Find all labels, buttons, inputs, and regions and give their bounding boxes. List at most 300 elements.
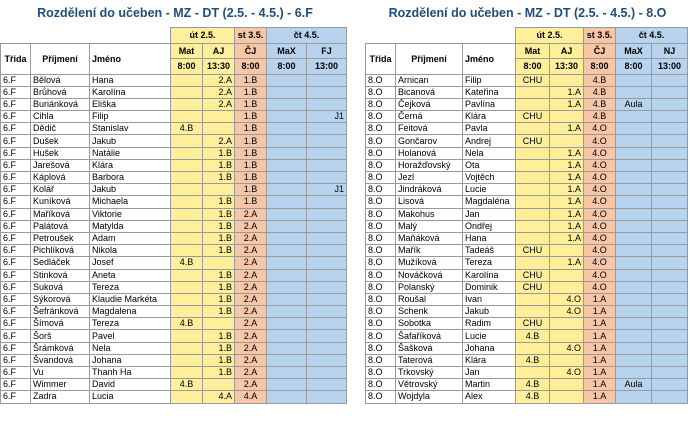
cell-max bbox=[267, 196, 307, 208]
cell-aj bbox=[550, 111, 584, 123]
cell-cj: 4.O bbox=[584, 232, 616, 244]
cell-trida: 6.F bbox=[1, 135, 31, 147]
cell-prijmeni: Arnican bbox=[396, 74, 463, 86]
cell-trida: 8.O bbox=[366, 354, 396, 366]
cell-prijmeni: Brůhová bbox=[31, 86, 90, 98]
cell-mat: 4.B bbox=[171, 318, 203, 330]
cell-mat: CHU bbox=[516, 269, 550, 281]
cell-jmeno: Vojtěch bbox=[463, 172, 516, 184]
day-header-thu: čt 4.5. bbox=[267, 28, 347, 44]
table-row bbox=[366, 318, 688, 330]
cell-jmeno: Filip bbox=[90, 111, 171, 123]
cell-jmeno: Eliška bbox=[90, 98, 171, 110]
cell-lang bbox=[652, 196, 688, 208]
cell-jmeno: Nela bbox=[90, 342, 171, 354]
cell-jmeno: Hana bbox=[90, 74, 171, 86]
cell-cj: 1.B bbox=[235, 135, 267, 147]
cell-trida: 8.O bbox=[366, 220, 396, 232]
table-row bbox=[1, 123, 347, 135]
cell-lang bbox=[307, 367, 347, 379]
cell-cj: 1.B bbox=[235, 184, 267, 196]
table-row bbox=[1, 269, 347, 281]
cell-lang bbox=[652, 147, 688, 159]
cell-prijmeni: Zadra bbox=[31, 391, 90, 403]
cell-jmeno: Johana bbox=[463, 342, 516, 354]
cell-aj bbox=[550, 354, 584, 366]
table-row bbox=[1, 220, 347, 232]
cell-jmeno: Johana bbox=[90, 354, 171, 366]
cell-lang bbox=[307, 208, 347, 220]
cell-jmeno: Martin bbox=[463, 379, 516, 391]
cell-cj: 1.B bbox=[235, 111, 267, 123]
cell-max bbox=[616, 257, 652, 269]
table-row bbox=[1, 232, 347, 244]
cell-max bbox=[267, 98, 307, 110]
cell-prijmeni: Trkovský bbox=[396, 367, 463, 379]
cell-max bbox=[267, 281, 307, 293]
cell-prijmeni: Sobotka bbox=[396, 318, 463, 330]
cell-cj: 4.O bbox=[584, 269, 616, 281]
cell-mat bbox=[516, 172, 550, 184]
cell-max bbox=[616, 86, 652, 98]
cell-mat: CHU bbox=[516, 135, 550, 147]
cell-max bbox=[267, 391, 307, 403]
cell-aj: 1.A bbox=[550, 196, 584, 208]
cell-jmeno: Pavel bbox=[90, 330, 171, 342]
cell-prijmeni: Dušek bbox=[31, 135, 90, 147]
cell-cj: 1.A bbox=[584, 342, 616, 354]
cell-aj bbox=[550, 135, 584, 147]
cell-cj: 4.O bbox=[584, 208, 616, 220]
cell-trida: 8.O bbox=[366, 74, 396, 86]
cell-trida: 6.F bbox=[1, 269, 31, 281]
cell-mat: 4.B bbox=[171, 257, 203, 269]
cell-trida: 6.F bbox=[1, 74, 31, 86]
cell-prijmeni: Čejková bbox=[396, 98, 463, 110]
cell-aj bbox=[550, 281, 584, 293]
cell-cj: 2.A bbox=[235, 330, 267, 342]
cell-jmeno: Nikola bbox=[90, 245, 171, 257]
table-row bbox=[366, 184, 688, 196]
cell-trida: 6.F bbox=[1, 196, 31, 208]
cell-aj: 1.B bbox=[203, 245, 235, 257]
left-table-body bbox=[1, 74, 347, 403]
cell-mat: 4.B bbox=[171, 379, 203, 391]
table-row bbox=[1, 379, 347, 391]
cell-aj bbox=[203, 123, 235, 135]
col-header-time-1: 8:00 bbox=[516, 59, 550, 75]
table-row bbox=[366, 342, 688, 354]
cell-trida: 8.O bbox=[366, 184, 396, 196]
cell-lang bbox=[652, 184, 688, 196]
cell-mat: CHU bbox=[516, 245, 550, 257]
cell-cj: 2.A bbox=[235, 220, 267, 232]
cell-max bbox=[616, 220, 652, 232]
cell-trida: 6.F bbox=[1, 306, 31, 318]
col-header-time-5: 13:00 bbox=[307, 59, 347, 75]
cell-max bbox=[267, 257, 307, 269]
cell-jmeno: Aneta bbox=[90, 269, 171, 281]
cell-lang bbox=[307, 220, 347, 232]
table-row bbox=[1, 196, 347, 208]
cell-lang bbox=[307, 196, 347, 208]
table-row bbox=[366, 135, 688, 147]
cell-lang bbox=[307, 330, 347, 342]
cell-mat bbox=[171, 306, 203, 318]
cell-trida: 6.F bbox=[1, 330, 31, 342]
cell-max bbox=[267, 159, 307, 171]
cell-cj: 4.B bbox=[584, 86, 616, 98]
cell-mat bbox=[516, 98, 550, 110]
cell-trida: 6.F bbox=[1, 281, 31, 293]
cell-jmeno: Matylda bbox=[90, 220, 171, 232]
table-row bbox=[1, 111, 347, 123]
cell-cj: 4.O bbox=[584, 281, 616, 293]
cell-prijmeni: Mužíková bbox=[396, 257, 463, 269]
cell-jmeno: Pavla bbox=[463, 123, 516, 135]
cell-cj: 1.B bbox=[235, 147, 267, 159]
cell-max bbox=[267, 86, 307, 98]
cell-cj: 1.A bbox=[584, 293, 616, 305]
table-row bbox=[366, 245, 688, 257]
cell-lang bbox=[652, 342, 688, 354]
cell-trida: 8.O bbox=[366, 342, 396, 354]
cell-prijmeni: Maříková bbox=[31, 208, 90, 220]
day-header-thu: čt 4.5. bbox=[616, 28, 688, 44]
cell-max bbox=[267, 123, 307, 135]
cell-mat: 4.B bbox=[171, 123, 203, 135]
cell-aj: 1.B bbox=[203, 196, 235, 208]
cell-max bbox=[616, 196, 652, 208]
table-row bbox=[1, 135, 347, 147]
cell-cj: 1.A bbox=[584, 379, 616, 391]
cell-prijmeni: Hušek bbox=[31, 147, 90, 159]
cell-cj: 1.A bbox=[584, 318, 616, 330]
cell-cj: 4.O bbox=[584, 172, 616, 184]
cell-cj: 1.B bbox=[235, 159, 267, 171]
table-row bbox=[1, 98, 347, 110]
cell-trida: 8.O bbox=[366, 245, 396, 257]
cell-jmeno: Klára bbox=[90, 159, 171, 171]
cell-max bbox=[616, 111, 652, 123]
table-row bbox=[1, 86, 347, 98]
table-row bbox=[1, 184, 347, 196]
cell-prijmeni: Šašková bbox=[396, 342, 463, 354]
cell-max bbox=[267, 318, 307, 330]
cell-mat bbox=[171, 367, 203, 379]
cell-mat bbox=[171, 147, 203, 159]
cell-cj: 2.A bbox=[235, 269, 267, 281]
cell-cj: 2.A bbox=[235, 318, 267, 330]
table-row bbox=[1, 342, 347, 354]
cell-trida: 6.F bbox=[1, 159, 31, 171]
left-panel bbox=[0, 0, 350, 404]
cell-lang bbox=[307, 391, 347, 403]
cell-aj bbox=[550, 318, 584, 330]
cell-max bbox=[616, 342, 652, 354]
col-header-time-4: 8:00 bbox=[267, 59, 307, 75]
cell-trida: 8.O bbox=[366, 306, 396, 318]
cell-lang bbox=[652, 159, 688, 171]
cell-mat: 4.B bbox=[516, 391, 550, 403]
cell-jmeno: Radim bbox=[463, 318, 516, 330]
table-row bbox=[1, 318, 347, 330]
cell-max bbox=[616, 318, 652, 330]
cell-jmeno: Lucie bbox=[463, 330, 516, 342]
cell-prijmeni: Větrovský bbox=[396, 379, 463, 391]
cell-lang bbox=[307, 74, 347, 86]
header-blank bbox=[366, 28, 516, 44]
cell-lang bbox=[652, 330, 688, 342]
cell-aj: 1.B bbox=[203, 306, 235, 318]
cell-lang bbox=[652, 172, 688, 184]
cell-max bbox=[616, 232, 652, 244]
cell-jmeno: Thanh Ha bbox=[90, 367, 171, 379]
cell-aj: 1.B bbox=[203, 354, 235, 366]
cell-cj: 4.O bbox=[584, 245, 616, 257]
table-row bbox=[366, 269, 688, 281]
cell-trida: 6.F bbox=[1, 184, 31, 196]
cell-lang bbox=[307, 379, 347, 391]
table-row bbox=[366, 159, 688, 171]
cell-lang bbox=[307, 135, 347, 147]
cell-jmeno: Jakub bbox=[463, 306, 516, 318]
cell-jmeno: Pavlína bbox=[463, 98, 516, 110]
cell-lang bbox=[652, 391, 688, 403]
table-row bbox=[1, 159, 347, 171]
col-header-time-2: 13:30 bbox=[550, 59, 584, 75]
cell-prijmeni: Lisová bbox=[396, 196, 463, 208]
cell-lang bbox=[652, 269, 688, 281]
table-row bbox=[366, 281, 688, 293]
cell-max bbox=[616, 367, 652, 379]
cell-cj: 2.A bbox=[235, 245, 267, 257]
cell-max bbox=[616, 330, 652, 342]
cell-prijmeni: Kolář bbox=[31, 184, 90, 196]
cell-cj: 2.A bbox=[235, 306, 267, 318]
cell-mat bbox=[171, 184, 203, 196]
cell-jmeno: Karolína bbox=[90, 86, 171, 98]
table-row bbox=[1, 208, 347, 220]
table-row bbox=[366, 196, 688, 208]
cell-jmeno: Viktorie bbox=[90, 208, 171, 220]
cell-max bbox=[267, 135, 307, 147]
left-title: Rozdělení do učeben - MZ - DT (2.5. - 4.5.) - 6.F bbox=[37, 6, 313, 20]
cell-aj: 1.B bbox=[203, 159, 235, 171]
table-row bbox=[1, 147, 347, 159]
cell-jmeno: Filip bbox=[463, 74, 516, 86]
cell-aj bbox=[550, 245, 584, 257]
cell-cj: 1.B bbox=[235, 123, 267, 135]
cell-lang bbox=[307, 269, 347, 281]
cell-lang bbox=[652, 208, 688, 220]
cell-max bbox=[267, 367, 307, 379]
cell-jmeno: Tereza bbox=[463, 257, 516, 269]
cell-trida: 8.O bbox=[366, 269, 396, 281]
cell-lang: J1 bbox=[307, 111, 347, 123]
col-header-subject-1: Mat bbox=[516, 43, 550, 59]
cell-prijmeni: Mařík bbox=[396, 245, 463, 257]
cell-aj: 1.B bbox=[203, 293, 235, 305]
cell-lang bbox=[307, 257, 347, 269]
cell-mat bbox=[171, 220, 203, 232]
cell-aj: 4.A bbox=[203, 391, 235, 403]
cell-lang bbox=[307, 342, 347, 354]
cell-cj: 4.O bbox=[584, 147, 616, 159]
cell-max bbox=[616, 354, 652, 366]
col-header-jmeno: Jméno bbox=[463, 43, 516, 74]
right-title: Rozdělení do učeben - MZ - DT (2.5. - 4.5.) - 8.O bbox=[388, 6, 667, 20]
cell-cj: 4.O bbox=[584, 220, 616, 232]
col-header-time-3: 8:00 bbox=[235, 59, 267, 75]
cell-jmeno: Jakub bbox=[90, 184, 171, 196]
cell-lang bbox=[652, 306, 688, 318]
cell-cj: 2.A bbox=[235, 354, 267, 366]
cell-max bbox=[616, 74, 652, 86]
cell-mat bbox=[516, 196, 550, 208]
cell-trida: 8.O bbox=[366, 318, 396, 330]
cell-jmeno: Tereza bbox=[90, 281, 171, 293]
table-row bbox=[366, 391, 688, 403]
cell-max bbox=[267, 184, 307, 196]
cell-trida: 8.O bbox=[366, 86, 396, 98]
col-header-subject-5: NJ bbox=[652, 43, 688, 59]
cell-aj: 1.A bbox=[550, 147, 584, 159]
right-panel bbox=[365, 0, 690, 404]
cell-trida: 8.O bbox=[366, 367, 396, 379]
cell-prijmeni: Sedláček bbox=[31, 257, 90, 269]
day-header-tue: út 2.5. bbox=[171, 28, 235, 44]
cell-jmeno: Jan bbox=[463, 208, 516, 220]
col-header-subject-3: ČJ bbox=[584, 43, 616, 59]
cell-prijmeni: Wimmer bbox=[31, 379, 90, 391]
cell-mat bbox=[171, 293, 203, 305]
cell-lang: J1 bbox=[307, 184, 347, 196]
cell-mat: CHU bbox=[516, 281, 550, 293]
cell-jmeno: Dominik bbox=[463, 281, 516, 293]
cell-max bbox=[616, 159, 652, 171]
table-row bbox=[1, 293, 347, 305]
col-header-subject-2: AJ bbox=[203, 43, 235, 59]
cell-mat: 4.B bbox=[516, 379, 550, 391]
cell-cj: 4.O bbox=[584, 257, 616, 269]
cell-jmeno: Magdaléna bbox=[463, 196, 516, 208]
cell-cj: 4.O bbox=[584, 159, 616, 171]
cell-cj: 4.B bbox=[584, 98, 616, 110]
cell-max bbox=[267, 74, 307, 86]
cell-cj: 1.A bbox=[584, 367, 616, 379]
cell-cj: 2.A bbox=[235, 232, 267, 244]
cell-prijmeni: Jezl bbox=[396, 172, 463, 184]
cell-jmeno: Tadeáš bbox=[463, 245, 516, 257]
cell-trida: 6.F bbox=[1, 257, 31, 269]
table-row bbox=[366, 379, 688, 391]
cell-jmeno: Magdalena bbox=[90, 306, 171, 318]
cell-trida: 6.F bbox=[1, 208, 31, 220]
cell-trida: 8.O bbox=[366, 135, 396, 147]
table-row bbox=[1, 172, 347, 184]
cell-max bbox=[267, 379, 307, 391]
cell-max bbox=[616, 281, 652, 293]
cell-max bbox=[267, 147, 307, 159]
cell-trida: 6.F bbox=[1, 293, 31, 305]
cell-mat bbox=[171, 354, 203, 366]
cell-lang bbox=[307, 306, 347, 318]
cell-jmeno: Adam bbox=[90, 232, 171, 244]
cell-mat bbox=[516, 159, 550, 171]
cell-mat bbox=[516, 257, 550, 269]
cell-max bbox=[267, 330, 307, 342]
cell-jmeno: Nela bbox=[463, 147, 516, 159]
cell-max bbox=[267, 172, 307, 184]
cell-lang bbox=[652, 220, 688, 232]
cell-mat bbox=[171, 196, 203, 208]
cell-mat bbox=[171, 111, 203, 123]
cell-aj: 1.A bbox=[550, 172, 584, 184]
cell-mat bbox=[171, 159, 203, 171]
right-table bbox=[365, 27, 688, 404]
cell-jmeno: Lucie bbox=[463, 184, 516, 196]
cell-trida: 6.F bbox=[1, 220, 31, 232]
cell-lang bbox=[307, 232, 347, 244]
cell-lang bbox=[652, 74, 688, 86]
cell-max bbox=[616, 208, 652, 220]
cell-prijmeni: Roušal bbox=[396, 293, 463, 305]
cell-prijmeni: Bělová bbox=[31, 74, 90, 86]
cell-mat bbox=[171, 391, 203, 403]
cell-cj: 4.B bbox=[584, 74, 616, 86]
cell-aj bbox=[550, 391, 584, 403]
cell-lang bbox=[307, 98, 347, 110]
col-header-time-4: 8:00 bbox=[616, 59, 652, 75]
cell-jmeno: Josef bbox=[90, 257, 171, 269]
table-row bbox=[366, 98, 688, 110]
cell-jmeno: Jan bbox=[463, 367, 516, 379]
col-header-time-2: 13:30 bbox=[203, 59, 235, 75]
cell-jmeno: Andrej bbox=[463, 135, 516, 147]
cell-max: Aula bbox=[616, 379, 652, 391]
cell-prijmeni: Suková bbox=[31, 281, 90, 293]
cell-lang bbox=[652, 281, 688, 293]
cell-aj: 1.B bbox=[203, 172, 235, 184]
cell-jmeno: Ondřej bbox=[463, 220, 516, 232]
cell-max: Aula bbox=[616, 98, 652, 110]
cell-jmeno: Lucia bbox=[90, 391, 171, 403]
cell-cj: 4.O bbox=[584, 135, 616, 147]
cell-max bbox=[616, 123, 652, 135]
cell-max bbox=[616, 135, 652, 147]
cell-prijmeni: Makohus bbox=[396, 208, 463, 220]
cell-jmeno: Barbora bbox=[90, 172, 171, 184]
cell-cj: 1.A bbox=[584, 306, 616, 318]
cell-trida: 8.O bbox=[366, 281, 396, 293]
cell-lang bbox=[307, 354, 347, 366]
cell-mat bbox=[171, 135, 203, 147]
col-header-time-3: 8:00 bbox=[584, 59, 616, 75]
day-header-wed: st 3.5. bbox=[235, 28, 267, 44]
col-header-trida: Třída bbox=[1, 43, 31, 74]
cell-mat bbox=[516, 208, 550, 220]
cell-mat bbox=[171, 281, 203, 293]
cell-aj: 1.A bbox=[550, 159, 584, 171]
cell-lang bbox=[652, 98, 688, 110]
cell-prijmeni: Jindráková bbox=[396, 184, 463, 196]
cell-trida: 6.F bbox=[1, 245, 31, 257]
table-row bbox=[1, 391, 347, 403]
cell-mat: CHU bbox=[516, 318, 550, 330]
cell-prijmeni: Maňáková bbox=[396, 232, 463, 244]
cell-mat bbox=[516, 342, 550, 354]
